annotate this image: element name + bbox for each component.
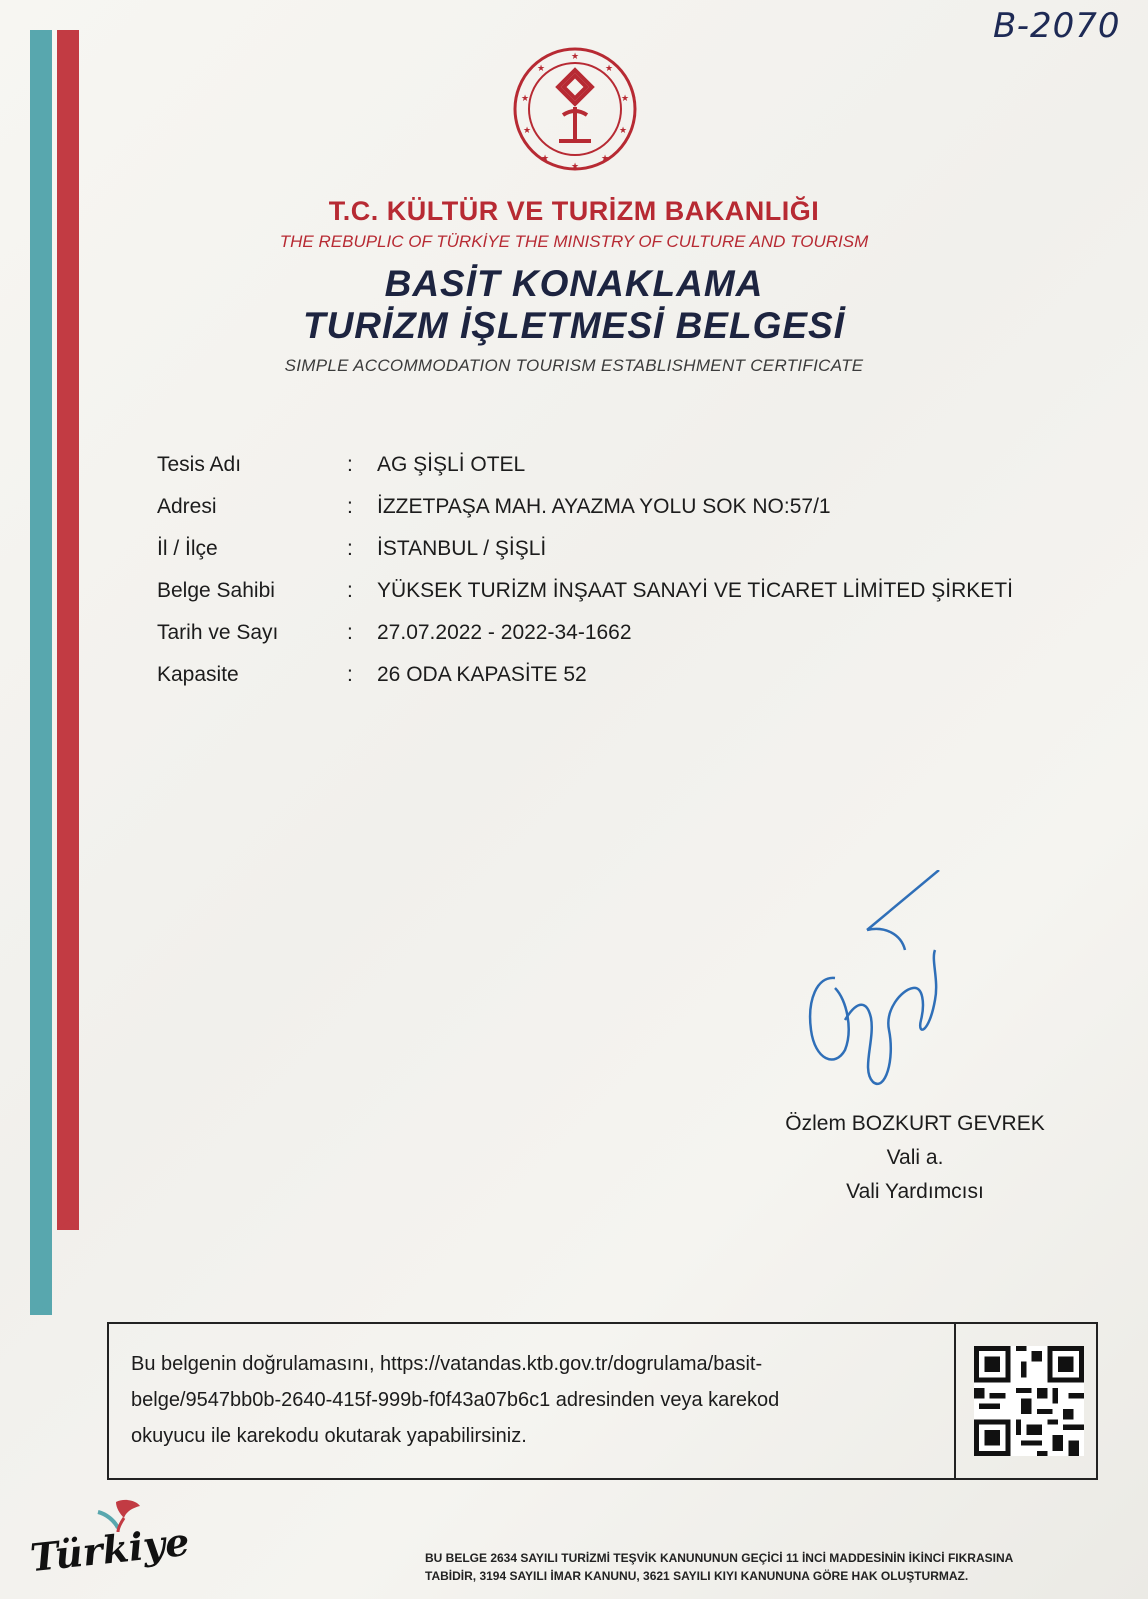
handwritten-note: B-2070 <box>993 6 1121 46</box>
field-colon: : <box>347 579 353 602</box>
legal-note-line1: BU BELGE 2634 SAYILI TURİZMİ TEŞVİK KANUNUNUN GEÇİCİ 11 İNCİ MADDESİNİN İKİNCİ FIKRASINA <box>425 1551 1014 1565</box>
certificate-title-line2: TURİZM İŞLETMESİ BELGESİ <box>302 305 846 346</box>
field-value: 26 ODA KAPASİTE 52 <box>377 663 587 686</box>
field-capacity <box>157 663 1087 705</box>
teal-ribbon-tail <box>30 1305 52 1315</box>
verification-box <box>107 1322 1098 1480</box>
svg-text:★: ★ <box>618 125 628 135</box>
red-ribbon-tail <box>57 1220 79 1230</box>
signatory-role-line2: Vali Yardımcısı <box>846 1180 984 1203</box>
field-value: 27.07.2022 - 2022-34-1662 <box>377 621 632 644</box>
field-date-number <box>157 621 1087 663</box>
svg-text:★: ★ <box>570 161 580 171</box>
field-value: AG ŞİŞLİ OTEL <box>377 453 526 476</box>
field-value: YÜKSEK TURİZM İNŞAAT SANAYİ VE TİCARET LİMİTED ŞİRKETİ <box>377 579 1013 602</box>
field-colon: : <box>347 621 353 644</box>
field-value: İZZETPAŞA MAH. AYAZMA YOLU SOK NO:57/1 <box>377 495 831 518</box>
svg-text:★: ★ <box>570 51 580 61</box>
certificate-fields <box>157 453 1087 705</box>
field-label: Tarih ve Sayı <box>157 621 279 644</box>
field-label: Kapasite <box>157 663 239 686</box>
field-address <box>157 495 1087 537</box>
svg-text:★: ★ <box>604 63 614 73</box>
certificate-subtitle-en: SIMPLE ACCOMMODATION TOURISM ESTABLISHMENT CERTIFICATE <box>284 356 864 375</box>
qr-divider <box>954 1324 956 1478</box>
svg-text:★: ★ <box>522 125 532 135</box>
verification-line1: Bu belgenin doğrulamasını, https://vatandas.ktb.gov.tr/dogrulama/basit- <box>131 1353 763 1375</box>
field-certificate-holder <box>157 579 1087 621</box>
field-label: İl / İlçe <box>157 537 218 560</box>
svg-text:★: ★ <box>620 93 630 103</box>
ministry-name-en: THE REBUPLIC OF TÜRKİYE THE MINISTRY OF CULTURE AND TOURISM <box>279 232 869 251</box>
field-colon: : <box>347 663 353 686</box>
verification-text <box>131 1346 891 1454</box>
ministry-name-tr: T.C. KÜLTÜR VE TURİZM BAKANLIĞI <box>328 196 820 226</box>
svg-text:★: ★ <box>520 93 530 103</box>
signature-icon <box>805 870 965 1100</box>
field-facility-name <box>157 453 1087 495</box>
certificate-title-line1: BASİT KONAKLAMA <box>384 263 764 304</box>
verification-line3: okuyucu ile karekodu okutarak yapabilirsiniz. <box>131 1425 527 1447</box>
field-value: İSTANBUL / ŞİŞLİ <box>377 537 547 560</box>
signatory-role-line1: Vali a. <box>886 1146 944 1169</box>
legal-note <box>425 1549 1105 1585</box>
svg-text:★: ★ <box>540 153 550 163</box>
field-colon: : <box>347 453 353 476</box>
field-colon: : <box>347 537 353 560</box>
field-label: Tesis Adı <box>157 453 242 476</box>
field-colon: : <box>347 495 353 518</box>
field-label: Belge Sahibi <box>157 579 275 602</box>
field-province-district <box>157 537 1087 579</box>
qr-code-icon[interactable] <box>974 1346 1084 1456</box>
legal-note-line2: TABİDİR, 3194 SAYILI İMAR KANUNU, 3621 SAYILI KIYI KANUNUNA GÖRE HAK OLUŞTURMAZ. <box>425 1569 969 1583</box>
verification-line2: belge/9547bb0b-2640-415f-999b-f0f43a07b6c1 adresinden veya karekod <box>131 1389 780 1411</box>
svg-text:★: ★ <box>600 153 610 163</box>
signatory-name: Özlem BOZKURT GEVREK <box>785 1112 1045 1135</box>
ministry-emblem-icon <box>511 45 639 173</box>
svg-text:★: ★ <box>536 63 546 73</box>
field-label: Adresi <box>157 495 217 518</box>
turkiye-logo-text: Türkiye <box>28 1518 192 1581</box>
